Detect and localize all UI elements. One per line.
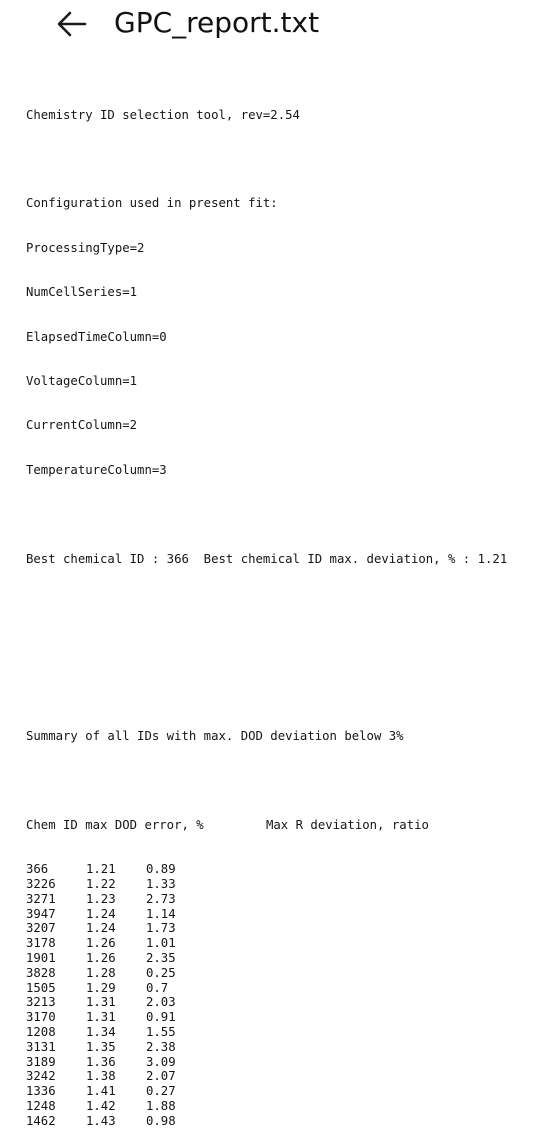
table-row: [26, 981, 551, 996]
chem-id-cell: 1901: [26, 951, 56, 966]
tool-line: Chemistry ID selection tool, rev=2.54: [26, 107, 300, 122]
r-deviation-cell: 2.38: [146, 1039, 176, 1054]
r-deviation-cell: 1.33: [146, 877, 176, 892]
dod-error-cell: 1.43: [86, 1113, 116, 1128]
chem-id-cell: 1336: [26, 1084, 56, 1099]
r-deviation-cell: 1.14: [146, 906, 176, 921]
dod-error-cell: 1.24: [86, 906, 116, 921]
r-deviation-cell: 0.7: [146, 980, 169, 995]
table-row: [26, 1084, 551, 1099]
table-row: [26, 1099, 551, 1114]
table-header-left: Chem ID max DOD error, %: [26, 817, 204, 832]
chem-id-cell: 3170: [26, 1010, 56, 1025]
r-deviation-cell: 0.89: [146, 862, 176, 877]
table-row: [26, 907, 551, 922]
dod-error-cell: 1.31: [86, 995, 116, 1010]
chem-id-cell: 3189: [26, 1054, 56, 1069]
back-button[interactable]: [52, 6, 92, 42]
blank-line: [26, 596, 551, 611]
dod-error-cell: 1.26: [86, 936, 116, 951]
chem-id-cell: 3207: [26, 921, 56, 936]
blank-line: [26, 152, 551, 167]
r-deviation-cell: 1.01: [146, 936, 176, 951]
back-arrow-icon: [52, 6, 92, 42]
table-row: [26, 892, 551, 907]
dod-error-cell: 1.35: [86, 1039, 116, 1054]
r-deviation-cell: 2.03: [146, 995, 176, 1010]
dod-error-cell: 1.41: [86, 1084, 116, 1099]
table-row: [26, 1040, 551, 1055]
table-row: [26, 936, 551, 951]
chem-id-cell: 3178: [26, 936, 56, 951]
blank-line: [26, 507, 551, 522]
blank-line: [26, 640, 551, 655]
blank-line: [26, 773, 551, 788]
table-row: [26, 1025, 551, 1040]
table-row: [26, 1114, 551, 1129]
report-content: [26, 78, 551, 1143]
config-heading: Configuration used in present fit:: [26, 196, 278, 211]
table-row: [26, 1055, 551, 1070]
dod-error-cell: 1.22: [86, 877, 116, 892]
r-deviation-cell: 2.07: [146, 1069, 176, 1084]
dod-error-cell: 1.29: [86, 980, 116, 995]
chem-id-cell: 3213: [26, 995, 56, 1010]
table-header-right: Max R deviation, ratio: [266, 817, 429, 832]
config-line: ProcessingType=2: [26, 240, 145, 255]
dod-error-cell: 1.42: [86, 1098, 116, 1113]
dod-error-cell: 1.26: [86, 951, 116, 966]
chem-id-cell: 3131: [26, 1039, 56, 1054]
config-line: TemperatureColumn=3: [26, 462, 167, 477]
chem-id-cell: 1505: [26, 980, 56, 995]
chem-id-cell: 3226: [26, 877, 56, 892]
table-row: [26, 1010, 551, 1025]
r-deviation-cell: 0.27: [146, 1084, 176, 1099]
file-title: GPC_report.txt: [114, 6, 320, 39]
table-row: [26, 951, 551, 966]
table-row: [26, 862, 551, 877]
r-deviation-cell: 0.91: [146, 1010, 176, 1025]
dod-error-cell: 1.31: [86, 1010, 116, 1025]
r-deviation-cell: 2.35: [146, 951, 176, 966]
r-deviation-cell: 1.73: [146, 921, 176, 936]
dod-error-cell: 1.23: [86, 891, 116, 906]
config-line: NumCellSeries=1: [26, 285, 138, 300]
dod-error-cell: 1.36: [86, 1054, 116, 1069]
dod-error-cell: 1.28: [86, 965, 116, 980]
table-row: [26, 1069, 551, 1084]
dod-error-cell: 1.38: [86, 1069, 116, 1084]
dod-error-cell: 1.24: [86, 921, 116, 936]
dod-error-cell: 1.34: [86, 1025, 116, 1039]
chem-id-cell: 3947: [26, 906, 56, 921]
chem-id-cell: 1208: [26, 1025, 56, 1039]
best-id-line: Best chemical ID : 366 Best chemical ID max. deviation, % : 1.21: [26, 551, 508, 566]
app-header: [0, 0, 558, 50]
dod-error-cell: 1.21: [86, 862, 116, 877]
summary-line: Summary of all IDs with max. DOD deviation below 3%: [26, 729, 404, 744]
r-deviation-cell: 0.98: [146, 1113, 176, 1128]
r-deviation-cell: 1.55: [146, 1025, 176, 1039]
r-deviation-cell: 1.88: [146, 1098, 176, 1113]
table-header: [26, 818, 551, 833]
blank-line: [26, 685, 551, 700]
r-deviation-cell: 3.09: [146, 1054, 176, 1069]
config-line: VoltageColumn=1: [26, 373, 138, 388]
table-row: [26, 877, 551, 892]
r-deviation-cell: 0.25: [146, 965, 176, 980]
chem-id-cell: 1248: [26, 1098, 56, 1113]
chem-id-cell: 3242: [26, 1069, 56, 1084]
config-line: CurrentColumn=2: [26, 418, 138, 433]
table-row: [26, 921, 551, 936]
results-table: [26, 862, 551, 1128]
chem-id-cell: 3828: [26, 965, 56, 980]
table-row: [26, 966, 551, 981]
chem-id-cell: 366: [26, 862, 49, 877]
chem-id-cell: 3271: [26, 891, 56, 906]
chem-id-cell: 1462: [26, 1113, 56, 1128]
r-deviation-cell: 2.73: [146, 891, 176, 906]
table-row: [26, 995, 551, 1010]
config-line: ElapsedTimeColumn=0: [26, 329, 167, 344]
